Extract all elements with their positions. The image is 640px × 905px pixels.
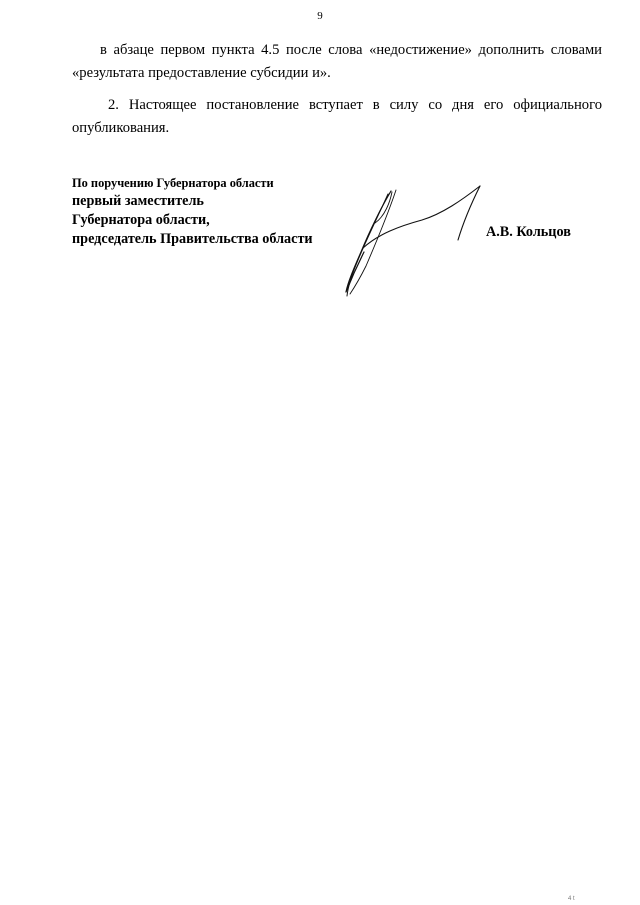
handwritten-signature [330, 178, 490, 303]
paragraph-amendment [72, 39, 602, 85]
signer-position-line-1: первый заместитель [72, 193, 204, 209]
paragraph-amendment-line-2: «результата предоставление субсидии и». [72, 65, 331, 81]
corner-mark: 4 t [568, 896, 575, 902]
signature-block [72, 174, 313, 249]
page-number: 9 [317, 10, 323, 22]
paragraph-amendment-line-1: в абзаце первом пункта 4.5 после слова «недостижение» дополнить словами [100, 42, 602, 58]
paragraph-effective-date-line-1: 2. Настоящее постановление вступает в силу со дня его официального [108, 97, 602, 113]
paragraph-effective-date-line-2: опубликования. [72, 120, 170, 136]
signer-name: А.В. Кольцов [486, 224, 571, 240]
signature-authority-line: По поручению Губернатора области [72, 176, 274, 190]
signer-position-line-3: председатель Правительства области [72, 231, 313, 247]
paragraph-effective-date [72, 94, 602, 140]
signer-position-line-2: Губернатора области, [72, 212, 210, 228]
